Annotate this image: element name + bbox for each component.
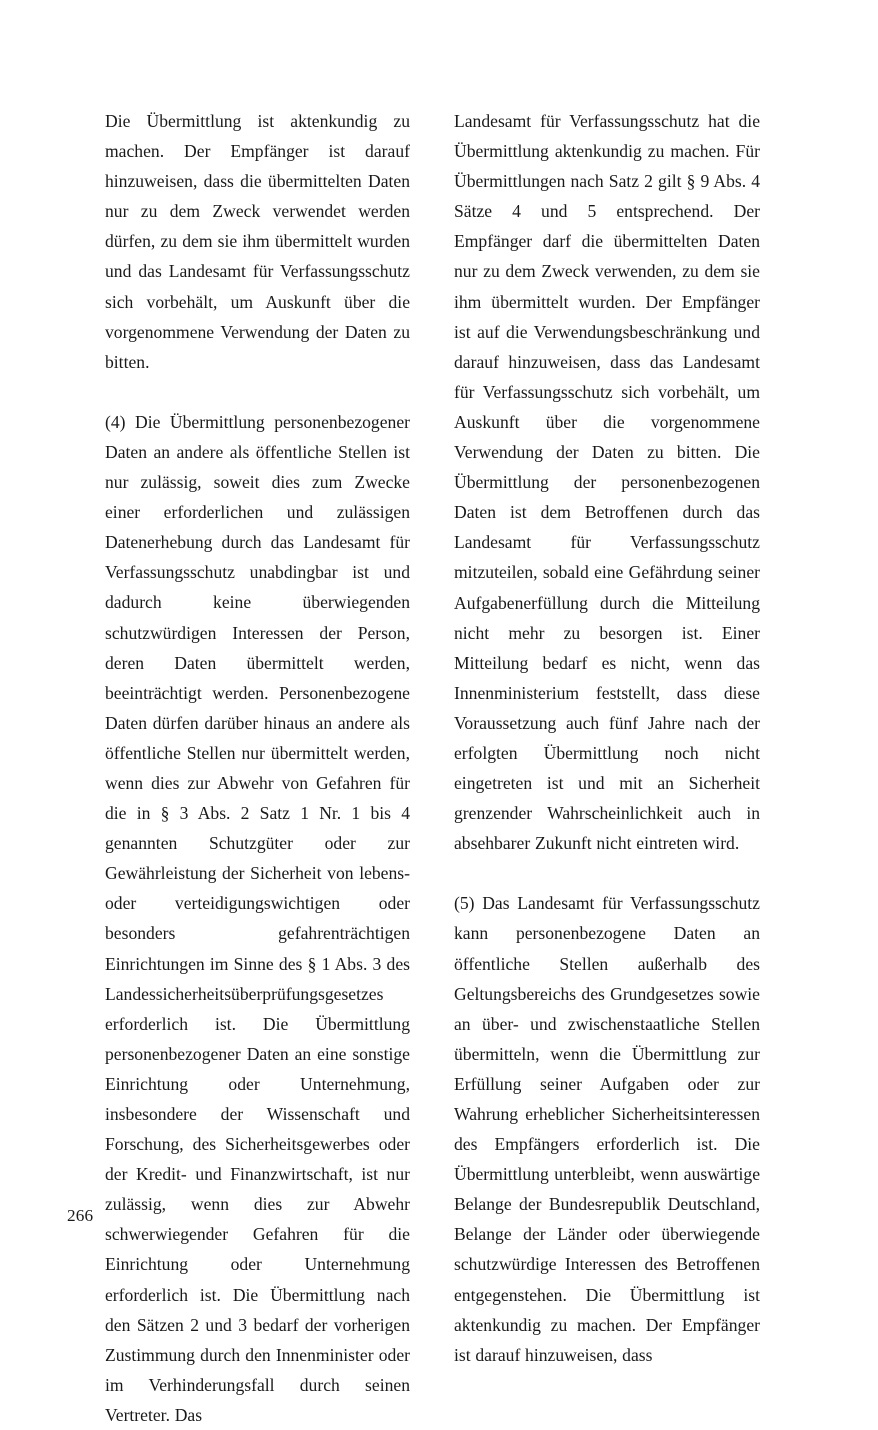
paragraph-right-2-absatz-5: (5) Das Landesamt für Verfassungsschutz kann personenbezogene Daten an öffentliche Stellen außerhalb des Geltungsbereichs des Grundgesetzes sowie an über- und zwischenstaatliche Stellen übermitteln, wenn die Übermittlung zur Erfüllung seiner Aufgaben oder zur Wahrung erheblicher Sicherheitsinteressen des Empfängers erforderlich ist. Die Übermittlung unterbleibt, wenn auswärtige Belange der Bundesrepublik Deutschland, Belange der Länder oder überwiegende schutzwürdige Interessen des Betroffenen entgegenstehen. Die Übermittlung ist aktenkundig zu machen. Der Empfänger ist darauf hinzuweisen, dass <box>454 893 760 1365</box>
two-column-text-body <box>105 106 760 1425</box>
paragraph-right-1: Landesamt für Verfassungsschutz hat die Übermittlung aktenkundig zu machen. Für Übermittlungen nach Satz 2 gilt § 9 Abs. 4 Sätze 4 und 5 entsprechend. Der Empfänger darf die übermittelten Daten nur zu dem Zweck verwenden, zu dem sie ihm übermittelt wurden. Der Empfänger ist auf die Verwendungsbeschränkung und darauf hinzuweisen, dass das Landesamt für Verfassungsschutz sich vorbehält, um Auskunft über die vorgenommene Verwendung der Daten zu bitten. Die Übermittlung der personenbezogenen Daten ist dem Betroffenen durch das Landesamt für Verfassungsschutz mitzuteilen, sobald eine Gefährdung seiner Aufgabenerfüllung durch die Mitteilung nicht mehr zu besorgen ist. Einer Mitteilung bedarf es nicht, wenn das Innenministerium feststellt, dass diese Voraussetzung auch fünf Jahre nach der erfolgten Übermittlung noch nicht eingetreten ist und mit an Sicherheit grenzender Wahrscheinlichkeit auch in absehbarer Zukunft nicht eintreten wird. <box>454 111 760 854</box>
page-number: 266 <box>67 1206 94 1225</box>
text-column-right <box>454 106 760 1365</box>
text-column-left <box>105 106 410 1425</box>
paragraph-left-2-absatz-4: (4) Die Übermittlung personenbezogener Daten an andere als öffentliche Stellen ist nur zulässig, soweit dies zum Zwecke einer erforderlichen und zulässigen Datenerhebung durch das Landesamt für Verfassungsschutz unabdingbar ist und dadurch keine überwiegenden schutzwürdigen Interessen der Person, deren Daten übermittelt werden, beeinträchtigt werden. Personenbezogene Daten dürfen darüber hinaus an andere als öffentliche Stellen nur übermittelt werden, wenn dies zur Abwehr von Gefahren für die in § 3 Abs. 2 Satz 1 Nr. 1 bis 4 genannten Schutzgüter oder zur Gewährleistung der Sicherheit von lebens- oder verteidigungswichtigen oder besonders gefahrenträchtigen Einrichtungen im Sinne des § 1 Abs. 3 des Landessicherheitsüberprüfungsgesetzes erforderlich ist. Die Übermittlung personenbezogener Daten an eine sonstige Einrichtung oder Unternehmung, insbesondere der Wissenschaft und Forschung, des Sicherheitsgewerbes oder der Kredit- und Finanzwirtschaft, ist nur zulässig, wenn dies zur Abwehr schwerwiegender Gefahren für die Einrichtung oder Unternehmung erforderlich ist. Die Übermittlung nach den Sätzen 2 und 3 bedarf der vorherigen Zustimmung durch den Innenminister oder im Verhinderungsfall durch seinen Vertreter. Das <box>105 411 410 1425</box>
paragraph-left-1: Die Übermittlung ist aktenkundig zu machen. Der Empfänger ist darauf hinzuweisen, dass die übermittelten Daten nur zu dem Zweck verwendet werden dürfen, zu dem sie ihm übermittelt wurden und das Landesamt für Verfassungsschutz sich vorbehält, um Auskunft über die vorgenommene Verwendung der Daten zu bitten. <box>105 111 410 372</box>
